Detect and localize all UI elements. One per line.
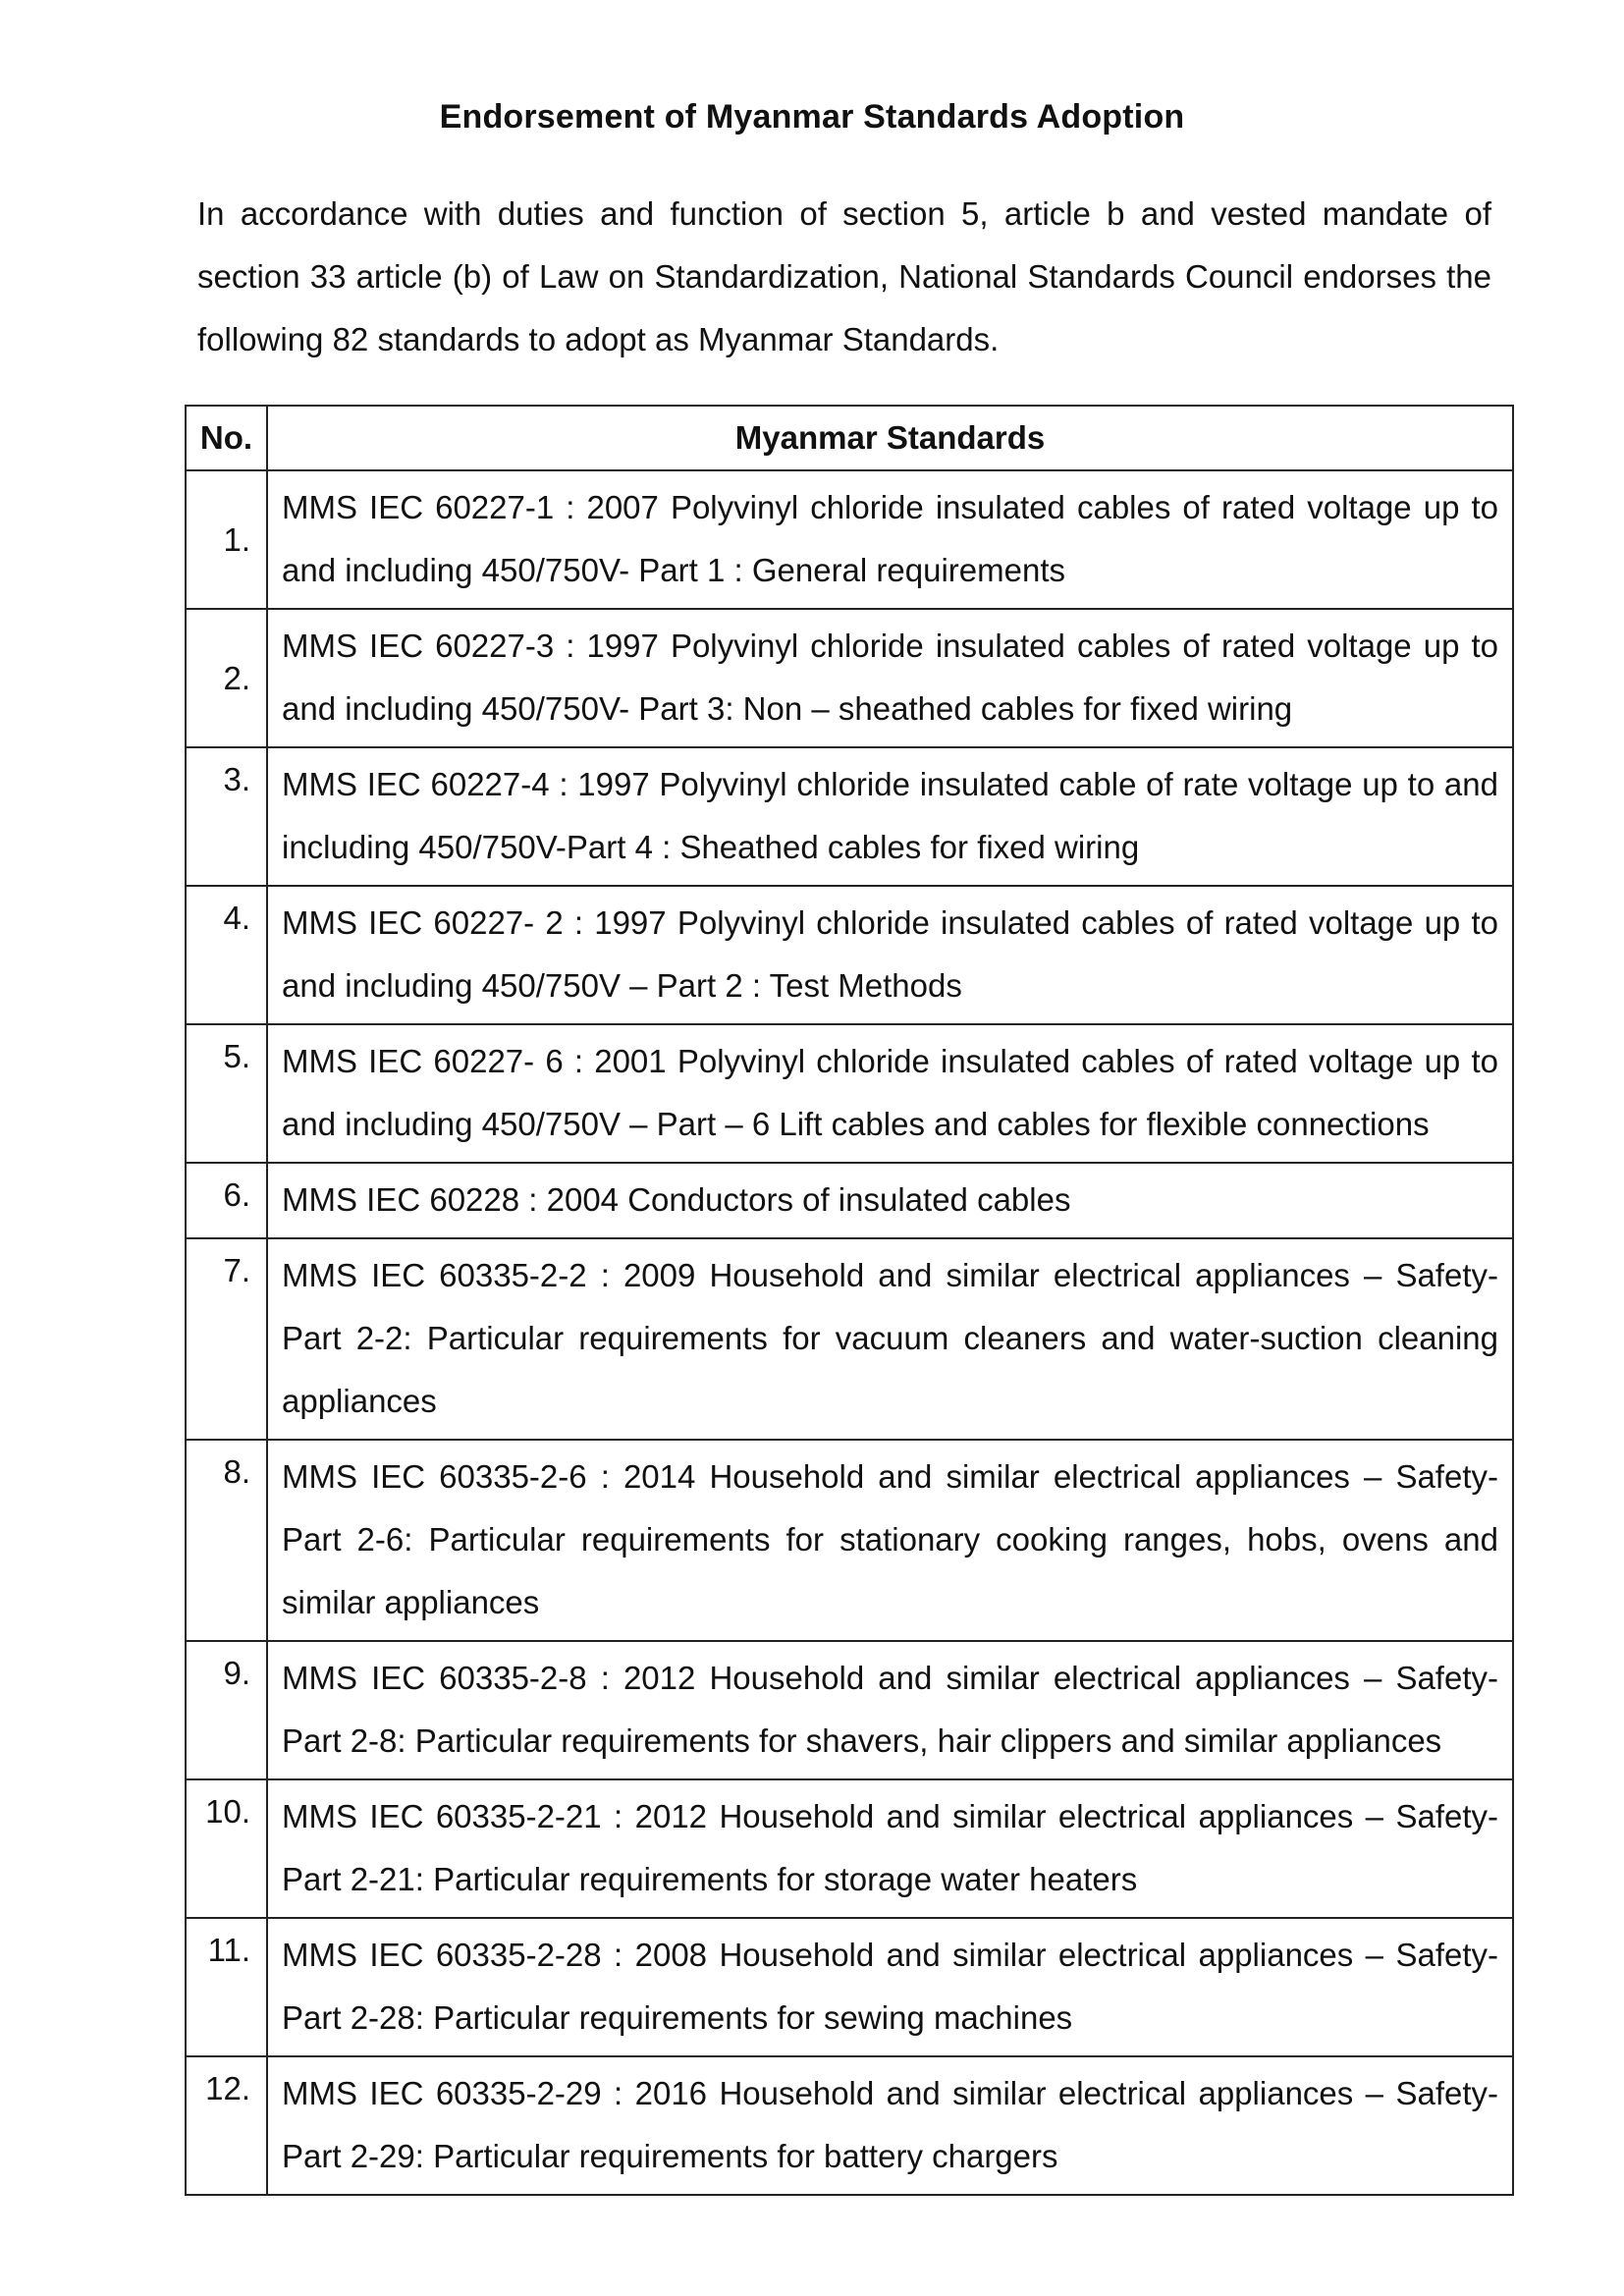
row-number: 12. xyxy=(186,2056,267,2195)
standard-description: MMS IEC 60335-2-2 : 2009 Household and similar electrical appliances – Safety- Part 2-2: Particular requirements for vacuum cleaners and water-suction cleaning appliances xyxy=(267,1238,1513,1440)
standard-description: MMS IEC 60335-2-28 : 2008 Household and similar electrical appliances – Safety- Part 2-28: Particular requirements for sewing machines xyxy=(267,1918,1513,2056)
table-row xyxy=(186,886,1513,1024)
row-number: 6. xyxy=(186,1163,267,1238)
row-number: 11. xyxy=(186,1918,267,2056)
standard-description: MMS IEC 60228 : 2004 Conductors of insulated cables xyxy=(267,1163,1513,1238)
row-number: 1. xyxy=(186,470,267,609)
table-row xyxy=(186,1641,1513,1779)
standard-description: MMS IEC 60227-3 : 1997 Polyvinyl chloride insulated cables of rated voltage up to and including 450/750V- Part 3: Non – sheathed cables for fixed wiring xyxy=(267,609,1513,747)
table-row xyxy=(186,1918,1513,2056)
intro-paragraph: In accordance with duties and function of section 5, article b and vested mandate of section 33 article (b) of Law on Standardization, National Standards Council endorses the following 82 standards to adopt as Myanmar Standards. xyxy=(197,195,1491,357)
table-row xyxy=(186,747,1513,886)
table-row xyxy=(186,1238,1513,1440)
document-title: Endorsement of Myanmar Standards Adoption xyxy=(439,98,1185,136)
table-header-row xyxy=(186,406,1513,470)
row-number: 9. xyxy=(186,1641,267,1779)
table-row xyxy=(186,1024,1513,1163)
table-row xyxy=(186,2056,1513,2195)
table-row xyxy=(186,1440,1513,1641)
table-row xyxy=(186,609,1513,747)
standard-description: MMS IEC 60335-2-29 : 2016 Household and similar electrical appliances – Safety- Part 2-29: Particular requirements for battery chargers xyxy=(267,2056,1513,2195)
standard-description: MMS IEC 60227-4 : 1997 Polyvinyl chloride insulated cable of rate voltage up to and including 450/750V-Part 4 : Sheathed cables for fixed wiring xyxy=(267,747,1513,886)
standard-description: MMS IEC 60335-2-8 : 2012 Household and similar electrical appliances – Safety- Part 2-8: Particular requirements for shavers, hair clippers and similar appliances xyxy=(267,1641,1513,1779)
column-header-standards: Myanmar Standards xyxy=(267,406,1513,470)
column-header-no: No. xyxy=(186,406,267,470)
row-number: 3. xyxy=(186,747,267,886)
row-number: 4. xyxy=(186,886,267,1024)
row-number: 10. xyxy=(186,1779,267,1918)
table-row xyxy=(186,1779,1513,1918)
row-number: 5. xyxy=(186,1024,267,1163)
row-number: 2. xyxy=(186,609,267,747)
table-row xyxy=(186,470,1513,609)
standard-description: MMS IEC 60335-2-21 : 2012 Household and similar electrical appliances – Safety- Part 2-21: Particular requirements for storage water heaters xyxy=(267,1779,1513,1918)
row-number: 8. xyxy=(186,1440,267,1641)
table-row xyxy=(186,1163,1513,1238)
standards-table xyxy=(185,405,1514,2196)
standard-description: MMS IEC 60227-1 : 2007 Polyvinyl chloride insulated cables of rated voltage up to and including 450/750V- Part 1 : General requirements xyxy=(267,470,1513,609)
row-number: 7. xyxy=(186,1238,267,1440)
standard-description: MMS IEC 60335-2-6 : 2014 Household and similar electrical appliances – Safety- Part 2-6: Particular requirements for stationary cooking ranges, hobs, ovens and similar appliances xyxy=(267,1440,1513,1641)
standard-description: MMS IEC 60227- 6 : 2001 Polyvinyl chloride insulated cables of rated voltage up to and including 450/750V – Part – 6 Lift cables and cables for flexible connections xyxy=(267,1024,1513,1163)
standard-description: MMS IEC 60227- 2 : 1997 Polyvinyl chloride insulated cables of rated voltage up to and including 450/750V – Part 2 : Test Methods xyxy=(267,886,1513,1024)
